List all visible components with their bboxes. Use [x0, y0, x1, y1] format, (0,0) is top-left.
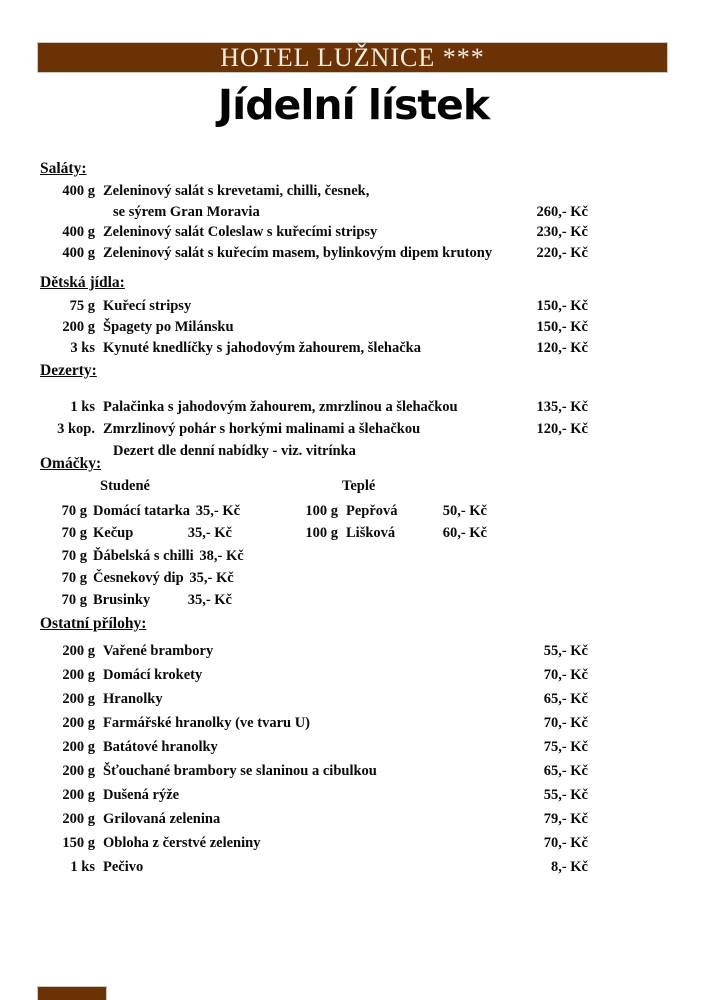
qty-cell: 3 ks: [70, 340, 95, 356]
price-cell: 135,- Kč: [536, 399, 588, 415]
qty-cell: 70 g: [61, 592, 87, 609]
name-cell: Špagety po Milánsku: [103, 319, 234, 335]
section-sauces: [40, 453, 588, 609]
name-cell: Grilovaná zelenina: [103, 811, 221, 827]
price-cell: 230,- Kč: [536, 224, 588, 240]
name-cell: Zeleninový salát Coleslaw s kuřecími stripsy: [103, 224, 378, 240]
name-cell: Brusinky: [93, 592, 151, 609]
menu-row: [40, 338, 588, 359]
menu-row: [290, 500, 487, 522]
name-cell: Vařené brambory: [103, 643, 214, 659]
warm-sauces-column: [290, 475, 487, 545]
menu-row: [40, 639, 588, 663]
price-cell: 35,- Kč: [195, 503, 241, 519]
qty-cell: 70 g: [61, 569, 87, 586]
menu-row: [40, 831, 588, 855]
hotel-name: HOTEL LUŽNICE ***: [220, 42, 485, 72]
menu-row: [40, 735, 588, 759]
cold-sauces-label: Studené: [100, 478, 150, 494]
menu-row: [40, 663, 588, 687]
section-sides-heading: Ostatní přílohy:: [40, 615, 147, 632]
qty-cell: 200 g: [62, 739, 95, 755]
section-salads-heading: Saláty:: [40, 160, 87, 177]
menu-row: [40, 855, 588, 879]
price-cell: 38,- Kč: [199, 547, 244, 564]
menu-row: [40, 500, 241, 522]
qty-cell: 200 g: [62, 319, 95, 335]
price-cell: 70,- Kč: [543, 835, 588, 851]
price-cell: 50,- Kč: [442, 503, 487, 519]
name-cell: Hranolky: [103, 691, 163, 707]
menu-row: [40, 222, 588, 243]
name-cell: Domácí tatarka: [93, 503, 191, 519]
name-cell: Zeleninový salát s krevetami, chilli, česnek,: [103, 183, 370, 199]
price-cell: 55,- Kč: [543, 787, 588, 803]
menu-row: [40, 522, 232, 544]
price-cell: 35,- Kč: [187, 525, 232, 542]
name-cell: Kečup: [93, 525, 134, 542]
price-cell: 8,- Kč: [550, 859, 588, 875]
menu-row: [40, 202, 588, 223]
price-cell: 65,- Kč: [543, 763, 588, 779]
qty-cell: 400 g: [62, 183, 95, 199]
menu-row: [290, 522, 487, 544]
qty-cell: 200 g: [62, 643, 95, 659]
name-cell: Česnekový dip: [93, 569, 184, 586]
page-title: Jídelní lístek: [217, 81, 490, 129]
qty-cell: 70 g: [61, 547, 87, 564]
name-cell: Zmrzlinový pohár s horkými malinami a šlehačkou: [103, 421, 421, 437]
price-cell: 120,- Kč: [536, 421, 588, 437]
qty-cell: 200 g: [62, 715, 95, 731]
menu-row: [40, 418, 588, 440]
menu-row: [40, 243, 588, 264]
price-cell: 150,- Kč: [536, 319, 588, 335]
section-kids-meals: [40, 272, 588, 359]
menu-row: [40, 181, 588, 202]
section-salads: [40, 158, 588, 263]
name-cell: Batátové hranolky: [103, 739, 218, 755]
menu-row: [40, 296, 588, 317]
name-cell: Zeleninový salát s kuřecím masem, bylinkovým dipem krutony: [103, 244, 493, 261]
name-cell: Palačinka s jahodovým žahourem, zmrzlinou a šlehačkou: [103, 399, 458, 415]
menu-row: [40, 396, 588, 418]
price-cell: 150,- Kč: [536, 298, 588, 314]
name-cell: Farmářské hranolky (ve tvaru U): [103, 715, 311, 731]
qty-cell: 200 g: [62, 763, 95, 779]
price-cell: 260,- Kč: [536, 203, 588, 220]
menu-row: [40, 545, 244, 567]
name-cell: Šťouchané brambory se slaninou a cibulkou: [103, 763, 377, 779]
section-side-dishes: [40, 613, 588, 879]
section-kids-rows: [40, 296, 588, 359]
price-cell: 120,- Kč: [536, 340, 588, 356]
name-cell: Ďábelská s chilli: [93, 547, 194, 564]
menu-row: [40, 759, 588, 783]
qty-cell: 3 kop.: [57, 421, 95, 437]
price-cell: 35,- Kč: [189, 569, 234, 586]
name-cell: Obloha z čerstvé zeleniny: [103, 835, 261, 851]
next-page-banner-sliver: [37, 986, 107, 1000]
name-cell: Pečivo: [103, 859, 144, 875]
qty-cell: 200 g: [62, 787, 95, 803]
price-cell: 70,- Kč: [543, 667, 588, 683]
section-desserts: [40, 360, 588, 462]
qty-cell: 100 g: [305, 525, 338, 542]
warm-sauces-rows: [290, 500, 487, 545]
sauces-columns: [40, 475, 588, 609]
qty-cell: 70 g: [61, 503, 87, 519]
menu-row: [40, 687, 588, 711]
menu-row: [40, 567, 232, 589]
name-cell: se sýrem Gran Moravia: [113, 203, 260, 220]
menu-row: [40, 589, 232, 611]
qty-cell: 1 ks: [70, 859, 95, 875]
price-cell: 75,- Kč: [543, 739, 588, 755]
qty-cell: 75 g: [69, 298, 95, 314]
section-sauces-heading: Omáčky:: [40, 455, 102, 472]
qty-cell: 200 g: [62, 667, 95, 683]
price-cell: 220,- Kč: [536, 244, 588, 261]
qty-cell: 1 ks: [70, 399, 95, 415]
qty-cell: 100 g: [305, 503, 338, 519]
name-cell: Lišková: [346, 525, 396, 542]
section-desserts-heading: Dezerty:: [40, 362, 97, 379]
price-cell: 79,- Kč: [543, 811, 588, 827]
menu-row: [40, 711, 588, 735]
section-sides-rows: [40, 639, 588, 879]
hotel-banner: [37, 42, 668, 73]
name-cell: Dušená rýže: [103, 787, 180, 803]
section-salads-rows: [40, 181, 588, 263]
warm-sauces-label: Teplé: [342, 478, 376, 494]
menu-row: [40, 317, 588, 338]
qty-cell: 70 g: [61, 525, 87, 542]
qty-cell: 200 g: [62, 811, 95, 827]
cold-sauces-rows: [40, 500, 244, 611]
price-cell: 35,- Kč: [187, 592, 232, 609]
name-cell: Dezert dle denní nabídky - viz. vitrínka: [113, 443, 356, 459]
qty-cell: 400 g: [62, 224, 95, 240]
name-cell: Kynuté knedlíčky s jahodovým žahourem, šlehačka: [103, 340, 421, 356]
cold-sauces-column: [40, 475, 244, 611]
name-cell: Domácí krokety: [103, 667, 203, 683]
price-cell: 55,- Kč: [543, 643, 588, 659]
qty-cell: 150 g: [62, 835, 95, 851]
name-cell: Kuřecí stripsy: [103, 298, 192, 314]
price-cell: 60,- Kč: [442, 525, 487, 542]
price-cell: 65,- Kč: [543, 691, 588, 707]
menu-row: [40, 783, 588, 807]
qty-cell: 200 g: [62, 691, 95, 707]
section-kids-heading: Dětská jídla:: [40, 274, 125, 291]
name-cell: Pepřová: [346, 503, 398, 519]
price-cell: 70,- Kč: [543, 715, 588, 731]
qty-cell: 400 g: [62, 244, 95, 261]
menu-row: [40, 807, 588, 831]
